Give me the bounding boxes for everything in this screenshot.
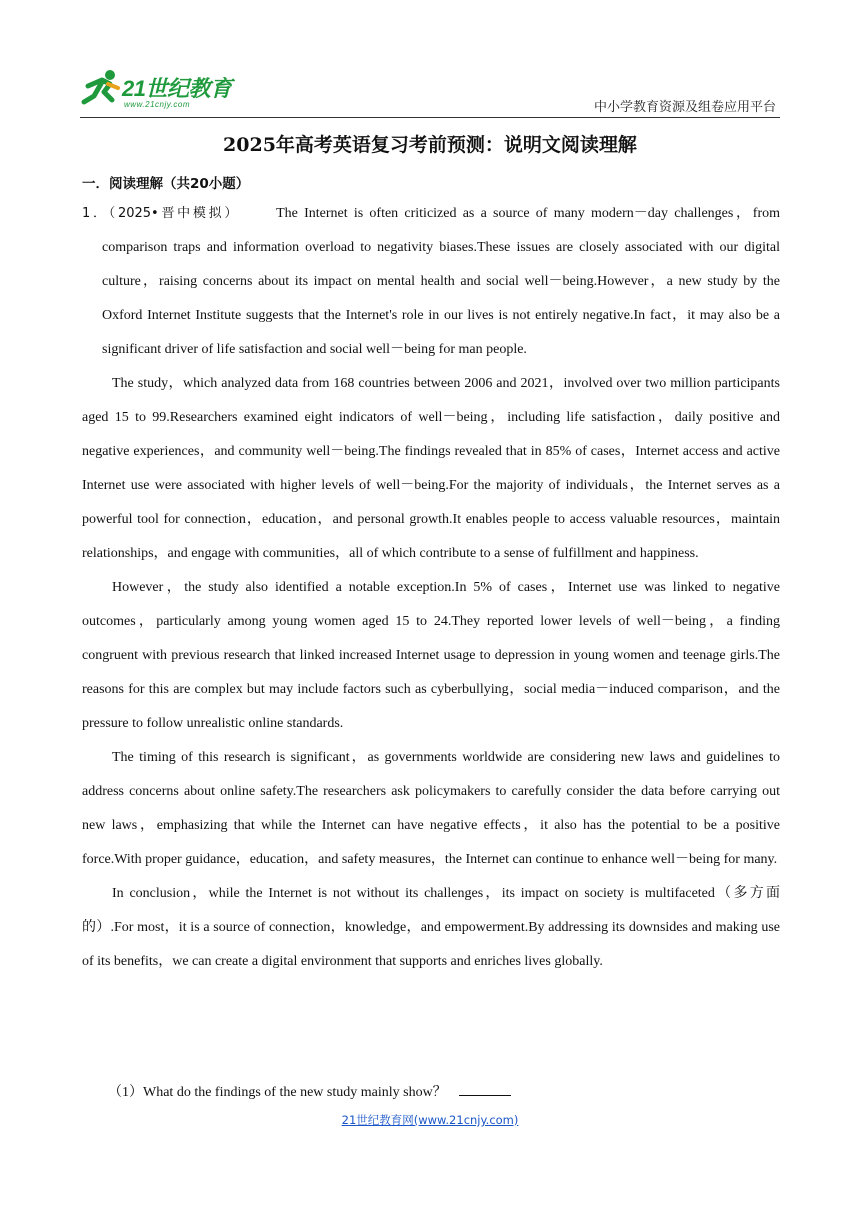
- answer-blank[interactable]: [459, 1081, 511, 1096]
- logo: [80, 68, 250, 114]
- question-1: [82, 197, 780, 979]
- logo-url: www.21cnjy.com: [124, 100, 190, 109]
- header-divider: [80, 117, 780, 118]
- sub-question-text: （1）What do the findings of the new study mainly show？: [108, 1085, 447, 1100]
- runner-icon: [80, 68, 124, 108]
- question-number: 1．: [82, 206, 109, 221]
- header-platform-name: 中小学教育资源及组卷应用平台: [593, 100, 776, 115]
- passage-paragraph-3: However，the study also identified a notable exception.In 5% of cases，Internet use was linked to negative outcomes，particularly among young women aged 15 to 24.They reported lower levels of well－being，a finding congruent with previous research that linked increased Internet usage to depression in young women and teenage girls.The reasons for this are complex but may include factors such as cyberbullying，social media－induced comparison，and the pressure to follow unrealistic online standards.: [82, 580, 780, 731]
- passage-paragraph-4: The timing of this research is significant，as governments worldwide are considering new laws and guidelines to address concerns about online safety.The researchers ask policymakers to carefully consider the data before carrying out new laws，emphasizing that while the Internet can have negative effects，it also has the potential to be a positive force.With proper guidance，education，and safety measures，the Internet can continue to enhance well－being for many.: [82, 750, 780, 867]
- sub-question-1: [108, 1076, 511, 1110]
- paragraph-text: The Internet is often criticized as a source of many modern－day challenges，from comparison traps and information overload to negativity biases.These issues are closely associated with our digital culture，raising concerns about its impact on mental health and social well－being.However，a new study by the Oxford Internet Institute suggests that the Internet's role in our lives is not entirely negative.In fact，it may also be a significant driver of life satisfaction and social well－being for man people.: [102, 206, 780, 357]
- question-source: （2025•晋中模拟）: [108, 206, 241, 221]
- logo-text: 21世纪教育: [122, 76, 232, 101]
- page-header: [80, 66, 780, 118]
- passage-paragraph-1: [82, 197, 780, 367]
- footer-link[interactable]: 21世纪教育网(www.21cnjy.com): [341, 1113, 519, 1127]
- section-heading: 一．阅读理解（共20小题）: [82, 176, 250, 192]
- passage-paragraph-5: In conclusion，while the Internet is not without its challenges，its impact on society is multifaceted（多方面的）.For most，it is a source of connection，knowledge，and empowerment.By addressing its downsides and making use of its benefits，we can create a digital environment that supports and enriches lives globally.: [82, 886, 780, 969]
- page-title: 2025年高考英语复习考前预测：说明文阅读理解: [223, 134, 637, 156]
- passage-paragraph-2: The study，which analyzed data from 168 countries between 2006 and 2021，involved over two million participants aged 15 to 99.Researchers examined eight indicators of well－being，including life satisfaction，daily positive and negative experiences，and community well－being.The findings revealed that in 85% of cases，Internet access and active Internet use were associated with higher levels of well－being.For the majority of individuals，the Internet serves as a powerful tool for connection，education，and personal growth.It enables people to access valuable resources，maintain relationships，and engage with communities，all of which contribute to a sense of fulfillment and happiness.: [82, 376, 780, 561]
